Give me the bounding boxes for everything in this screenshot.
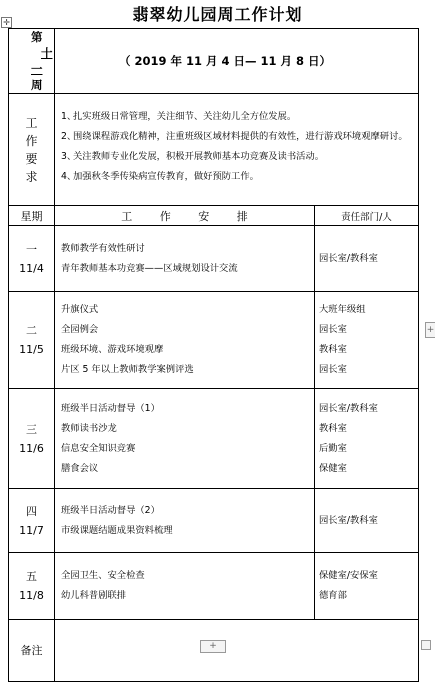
weekly-plan-table xyxy=(8,28,419,682)
add-row-handle-icon[interactable]: + xyxy=(200,640,226,653)
task-item: 膳食会议 xyxy=(61,462,99,474)
day-row-tuesday xyxy=(9,292,419,389)
task-item: 全园例会 xyxy=(61,324,99,335)
week-number: 十一 xyxy=(31,46,53,76)
owner-cell xyxy=(315,292,419,389)
requirement-item xyxy=(61,129,412,144)
weekday: 一 xyxy=(26,242,37,256)
task-item: 班级环境、游戏环境观摩 xyxy=(61,344,164,355)
task-cell xyxy=(55,553,315,620)
owner-cell xyxy=(315,489,419,553)
requirements-label-char: 求 xyxy=(25,169,38,184)
requirements-label-char: 工 xyxy=(25,115,38,130)
day-date: 11/6 xyxy=(19,441,44,455)
week-suffix: 周 xyxy=(31,78,43,92)
date-range: （ 2019 年 11 月 4 日— 11 月 8 日） xyxy=(55,29,419,94)
requirement-number: 3、 xyxy=(61,151,77,162)
day-row-monday xyxy=(9,226,419,292)
task-item: 升旗仪式 xyxy=(61,304,99,315)
column-header-owner: 责任部门/人 xyxy=(315,206,419,226)
weekday: 三 xyxy=(26,422,37,436)
requirements-list xyxy=(55,94,419,206)
requirement-item xyxy=(61,169,412,184)
add-column-handle-icon[interactable]: + xyxy=(425,322,435,338)
day-cell xyxy=(9,292,55,389)
week-header-row xyxy=(9,29,419,94)
table-move-handle-icon[interactable]: ✛ xyxy=(1,17,12,28)
requirement-number: 1、 xyxy=(61,111,77,122)
weekday: 二 xyxy=(26,324,37,337)
task-item: 片区 5 年以上教师教学案例评选 xyxy=(61,364,194,375)
owner-item: 保健室/安保室 xyxy=(319,570,378,581)
owner-item: 园长室 xyxy=(319,364,347,375)
task-item: 教师读书沙龙 xyxy=(61,422,117,434)
task-item: 教师教学有效性研讨 xyxy=(61,242,145,254)
owner-cell xyxy=(315,226,419,292)
day-row-friday xyxy=(9,553,419,620)
requirement-item xyxy=(61,109,412,124)
table-resize-handle-icon[interactable] xyxy=(421,640,431,650)
document-title: 翡翠幼儿园周工作计划 xyxy=(132,5,303,24)
task-cell xyxy=(55,292,315,389)
day-cell xyxy=(9,553,55,620)
owner-item: 园长室/教科室 xyxy=(319,252,378,264)
task-item: 班级半日活动督导（1） xyxy=(61,402,160,414)
task-cell xyxy=(55,389,315,489)
weekday: 四 xyxy=(26,504,37,518)
task-item: 信息安全知识竞赛 xyxy=(61,442,136,454)
day-date: 11/5 xyxy=(19,343,44,356)
day-row-wednesday xyxy=(9,389,419,489)
task-cell xyxy=(55,226,315,292)
task-item: 全园卫生、安全检查 xyxy=(61,570,145,581)
owner-item: 后勤室 xyxy=(319,442,347,454)
task-item: 班级半日活动督导（2） xyxy=(61,504,160,516)
requirement-text: 加强秋冬季传染病宣传教育，做好预防工作。 xyxy=(73,171,259,182)
column-header-day: 星期 xyxy=(9,206,55,226)
owner-item: 教科室 xyxy=(319,344,347,355)
owner-item: 园长室/教科室 xyxy=(319,402,378,414)
requirements-label-char: 作 xyxy=(25,133,38,148)
owner-item: 大班年级组 xyxy=(319,304,366,315)
owner-item: 保健室 xyxy=(319,462,347,474)
requirement-item xyxy=(61,149,412,164)
requirements-label-char: 要 xyxy=(25,151,38,166)
day-cell xyxy=(9,489,55,553)
week-number-cell xyxy=(9,29,55,94)
day-date: 11/7 xyxy=(19,523,44,537)
owner-cell xyxy=(315,553,419,620)
requirement-text: 关注教师专业化发展，积极开展教师基本功竞赛及读书活动。 xyxy=(73,151,325,162)
task-item: 青年教师基本功竞赛——区域规划设计交流 xyxy=(61,262,238,274)
requirement-number: 2、 xyxy=(61,131,77,142)
task-item: 市级课题结题成果资料梳理 xyxy=(61,524,173,536)
task-item: 幼儿科普剧联排 xyxy=(61,590,127,601)
owner-item: 德育部 xyxy=(319,590,347,601)
requirements-label xyxy=(9,94,55,206)
day-date: 11/4 xyxy=(19,261,44,275)
day-date: 11/8 xyxy=(19,589,44,602)
requirement-text: 扎实班级日常管理，关注细节、关注幼儿全方位发展。 xyxy=(73,111,297,122)
requirements-row xyxy=(9,94,419,206)
day-cell xyxy=(9,389,55,489)
day-cell xyxy=(9,226,55,292)
requirement-number: 4、 xyxy=(61,171,77,182)
day-row-thursday xyxy=(9,489,419,553)
owner-item: 园长室 xyxy=(319,324,347,335)
notes-content[interactable] xyxy=(55,620,419,682)
owner-item: 教科室 xyxy=(319,422,347,434)
owner-cell xyxy=(315,389,419,489)
requirement-text: 围绕课程游戏化精神，注重班级区域材料提供的有效性，进行游戏环境观摩研讨。 xyxy=(73,131,408,142)
column-header-tasks: 工 作 安 排 xyxy=(55,206,315,226)
task-cell xyxy=(55,489,315,553)
week-label: 第 xyxy=(31,30,43,44)
column-header-row xyxy=(9,206,419,226)
notes-label: 备注 xyxy=(9,620,55,682)
weekday: 五 xyxy=(26,570,37,583)
owner-item: 园长室/教科室 xyxy=(319,514,378,526)
